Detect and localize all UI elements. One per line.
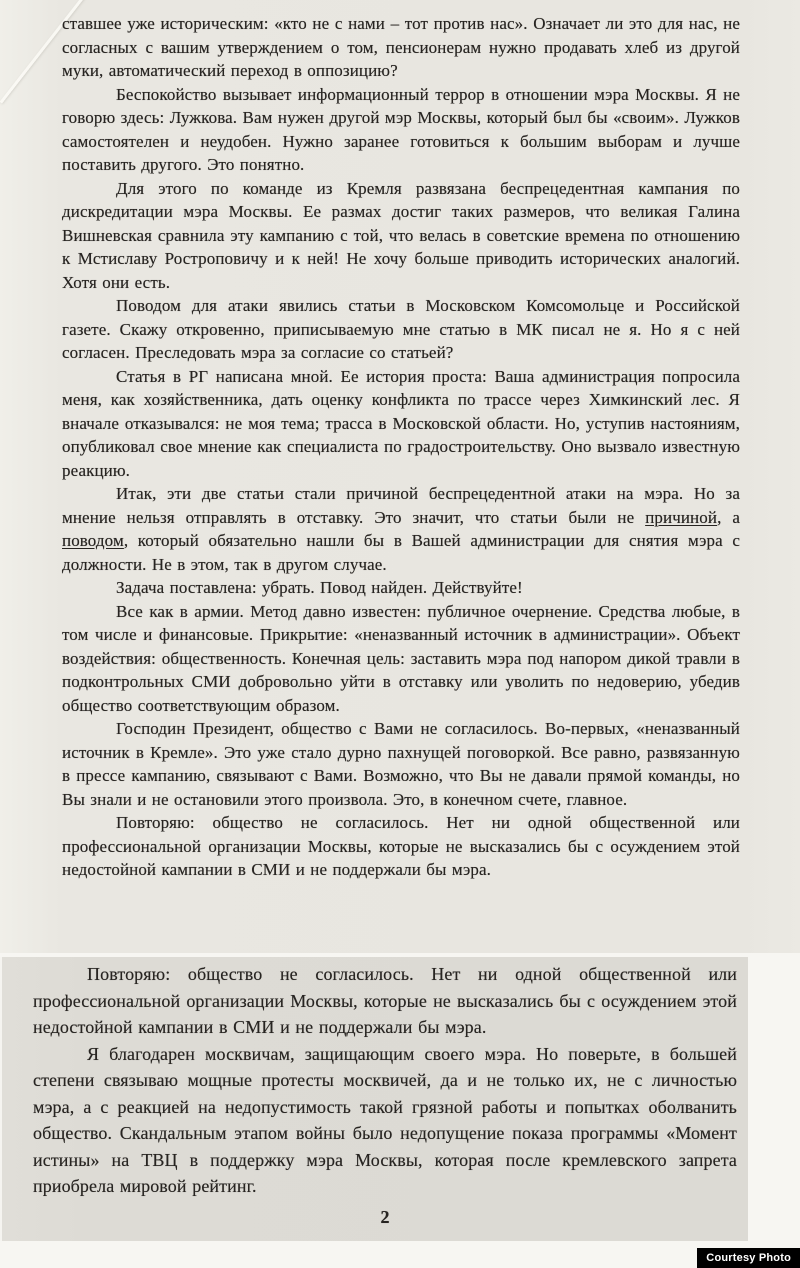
paragraph: Беспокойство вызывает информационный террор в отношении мэра Москвы. Я не говорю здесь: Лужкова. Вам нужен другой мэр Москвы, который был бы «своим». Лужков самостоятелен и неудобен. Нужно заранее готовиться к большим выборам и лучше поставить другого. Это понятно.	[62, 84, 740, 174]
paragraph: Господин Президент, общество с Вами не согласилось. Во-первых, «неназванный источник в Кремле». Это уже стало дурно пахнущей поговоркой. Все равно, развязанную в прессе кампанию, связывают с Вами. Возможно, что Вы не давали прямой команды, но Вы знали и не остановили этого произвола. Это, в конечном счете, главное.	[62, 719, 740, 809]
letter-body-top	[62, 12, 740, 882]
letter-body-bottom	[33, 961, 737, 1228]
paragraph: Повторяю: общество не согласилось. Нет ни одной общественной или профессиональной организации Москвы, которые не высказались бы с осуждением этой недостойной кампании в СМИ и не поддержали бы мэра.	[62, 813, 740, 879]
paragraph	[62, 482, 740, 576]
underlined-word: причиной	[645, 507, 718, 527]
paragraph-text: , а	[717, 507, 740, 527]
paragraph: Повторяю: общество не согласилось. Нет ни одной общественной или профессиональной организации Москвы, которые не высказались бы с осуждением этой недостойной кампании в СМИ и не поддержали бы мэра.	[33, 964, 737, 1037]
paragraph: Все как в армии. Метод давно известен: публичное очернение. Средства любые, в том числе и финансовые. Прикрытие: «неназванный источник в администрации». Объект воздействия: общественность. Конечная цель: заставить мэра под напором дикой травли в подконтрольных СМИ добровольно уйти в отставку или уволить по недоверию, убедив общество соответствующим образом.	[62, 601, 740, 715]
paragraph: Я благодарен москвичам, защищающим своего мэра. Но поверьте, в большей степени связываю мощные протесты москвичей, да и не только их, не с личностью мэра, а с реакцией на недопустимость такой грязной работы и попытках оболванить общество. Скандальным этапом войны было недопущение показа программы «Момент истины» на ТВЦ в поддержку мэра Москвы, которая после кремлевского запрета приобрела мировой рейтинг.	[33, 1043, 737, 1196]
courtesy-photo-watermark: Courtesy Photo	[697, 1248, 800, 1268]
paragraph: Поводом для атаки явились статьи в Московском Комсомольце и Российской газете. Скажу откровенно, приписываемую мне статью в МК писал не я. Но я с ней согласен. Преследовать мэра за согласие со статьей?	[62, 296, 740, 362]
paragraph-text: Итак, эти две статьи стали причиной беспрецедентной атаки на мэра. Но за мнение нельзя отправлять в отставку. Это значит, что статьи были не	[62, 484, 740, 527]
paragraph: ставшее уже историческим: «кто не с нами – тот против нас». Означает ли это для нас, не согласных с вашим утверждением о том, пенсионерам нужно продавать хлеб из другой муки, автоматический переход в оппозицию?	[62, 14, 740, 80]
scan-strip-bottom	[0, 957, 748, 1241]
underlined-word: поводом	[62, 531, 124, 550]
paragraph: Для этого по команде из Кремля развязана беспрецедентная кампания по дискредитации мэра Москвы. Ее размах достиг таких размеров, что великая Галина Вишневская сравнила эту кампанию с той, что велась в советские времена по отношению к Мстиславу Ростроповичу и к ней! Не хочу больше приводить исторических аналогий. Хотя они есть.	[62, 178, 740, 292]
paragraph-text: , который обязательно нашли бы в Вашей администрации для снятия мэра с должности. Не в этом, так в другом случае.	[62, 531, 740, 574]
page-number: 2	[380, 1206, 390, 1227]
paragraph: Задача поставлена: убрать. Повод найден. Действуйте!	[116, 578, 523, 597]
paragraph: Статья в РГ написана мной. Ее история проста: Ваша администрация попросила меня, как хозяйственника, дать оценку конфликта по трассе через Химкинский лес. Я вначале отказывался: не моя тема; трасса в Московской области. Но, уступив настояниям, опубликовал свое мнение как специалиста по градостроительству. Оно вызвало известную реакцию.	[62, 366, 740, 480]
